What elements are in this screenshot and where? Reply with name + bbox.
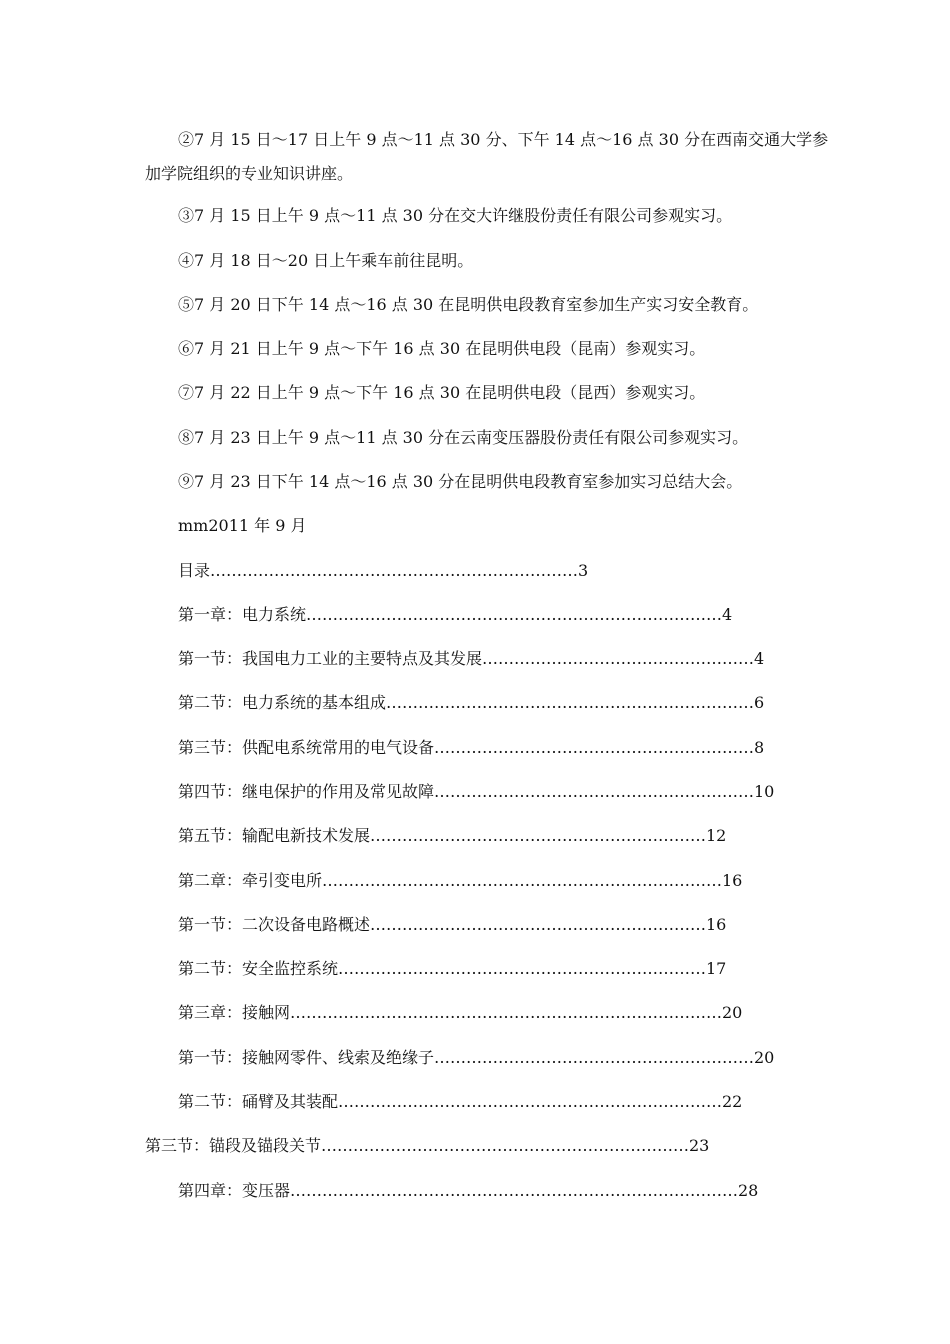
schedule-item-6: ⑥7 月 21 日上午 9 点～下午 16 点 30 在昆明供电段（昆南）参观实习。 (178, 339, 706, 358)
schedule-item-8: ⑧7 月 23 日上午 9 点～11 点 30 分在云南变压器股份责任有限公司参观实习。 (178, 428, 749, 447)
signature-date: mm2011 年 9 月 (178, 516, 307, 535)
toc-entry: 第二节：硧臂及其装配………………………………………………………………22 (178, 1092, 743, 1111)
toc-entry: 第二节：安全监控系统……………………………………………………………17 (178, 959, 727, 978)
schedule-item-9: ⑨7 月 23 日下午 14 点～16 点 30 分在昆明供电段教育室参加实习总结大会。 (178, 472, 743, 491)
toc-entry: 第二章：牵引变电所…………………………………………………………………16 (178, 871, 743, 890)
schedule-item-2-line-2: 加学院组织的专业知识讲座。 (145, 164, 354, 183)
toc-entry: 第一节：接触网零件、线索及绝缘子……………………………………………………20 (178, 1048, 775, 1067)
toc-entry: 第四章：变压器…………………………………………………………………………28 (178, 1181, 759, 1200)
schedule-item-3: ③7 月 15 日上午 9 点～11 点 30 分在交大许继股份责任有限公司参观实习。 (178, 206, 733, 225)
schedule-item-2-line-1: ②7 月 15 日～17 日上午 9 点～11 点 30 分、下午 14 点～16 点 30 分在西南交通大学参 (178, 130, 829, 149)
schedule-item-5: ⑤7 月 20 日下午 14 点～16 点 30 在昆明供电段教育室参加生产实习安全教育。 (178, 295, 759, 314)
toc-entry: 第一章：电力系统……………………………………………………………………4 (178, 605, 733, 624)
toc-entry: 第五节：输配电新技术发展………………………………………………………12 (178, 826, 727, 845)
toc-entry: 第二节：电力系统的基本组成……………………………………………………………6 (178, 693, 765, 712)
toc-entry: 第一节：我国电力工业的主要特点及其发展……………………………………………4 (178, 649, 765, 668)
schedule-item-7: ⑦7 月 22 日上午 9 点～下午 16 点 30 在昆明供电段（昆西）参观实习。 (178, 383, 706, 402)
toc-entry: 第四节：继电保护的作用及常见故障……………………………………………………10 (178, 782, 775, 801)
toc-entry: 第一节：二次设备电路概述………………………………………………………16 (178, 915, 727, 934)
toc-entry: 第三节：锚段及锚段关节……………………………………………………………23 (145, 1136, 710, 1155)
toc-entry: 目录……………………………………………………………3 (178, 561, 589, 580)
toc-entry: 第三节：供配电系统常用的电气设备……………………………………………………8 (178, 738, 765, 757)
schedule-item-4: ④7 月 18 日～20 日上午乘车前往昆明。 (178, 251, 474, 270)
toc-entry: 第三章：接触网………………………………………………………………………20 (178, 1003, 743, 1022)
